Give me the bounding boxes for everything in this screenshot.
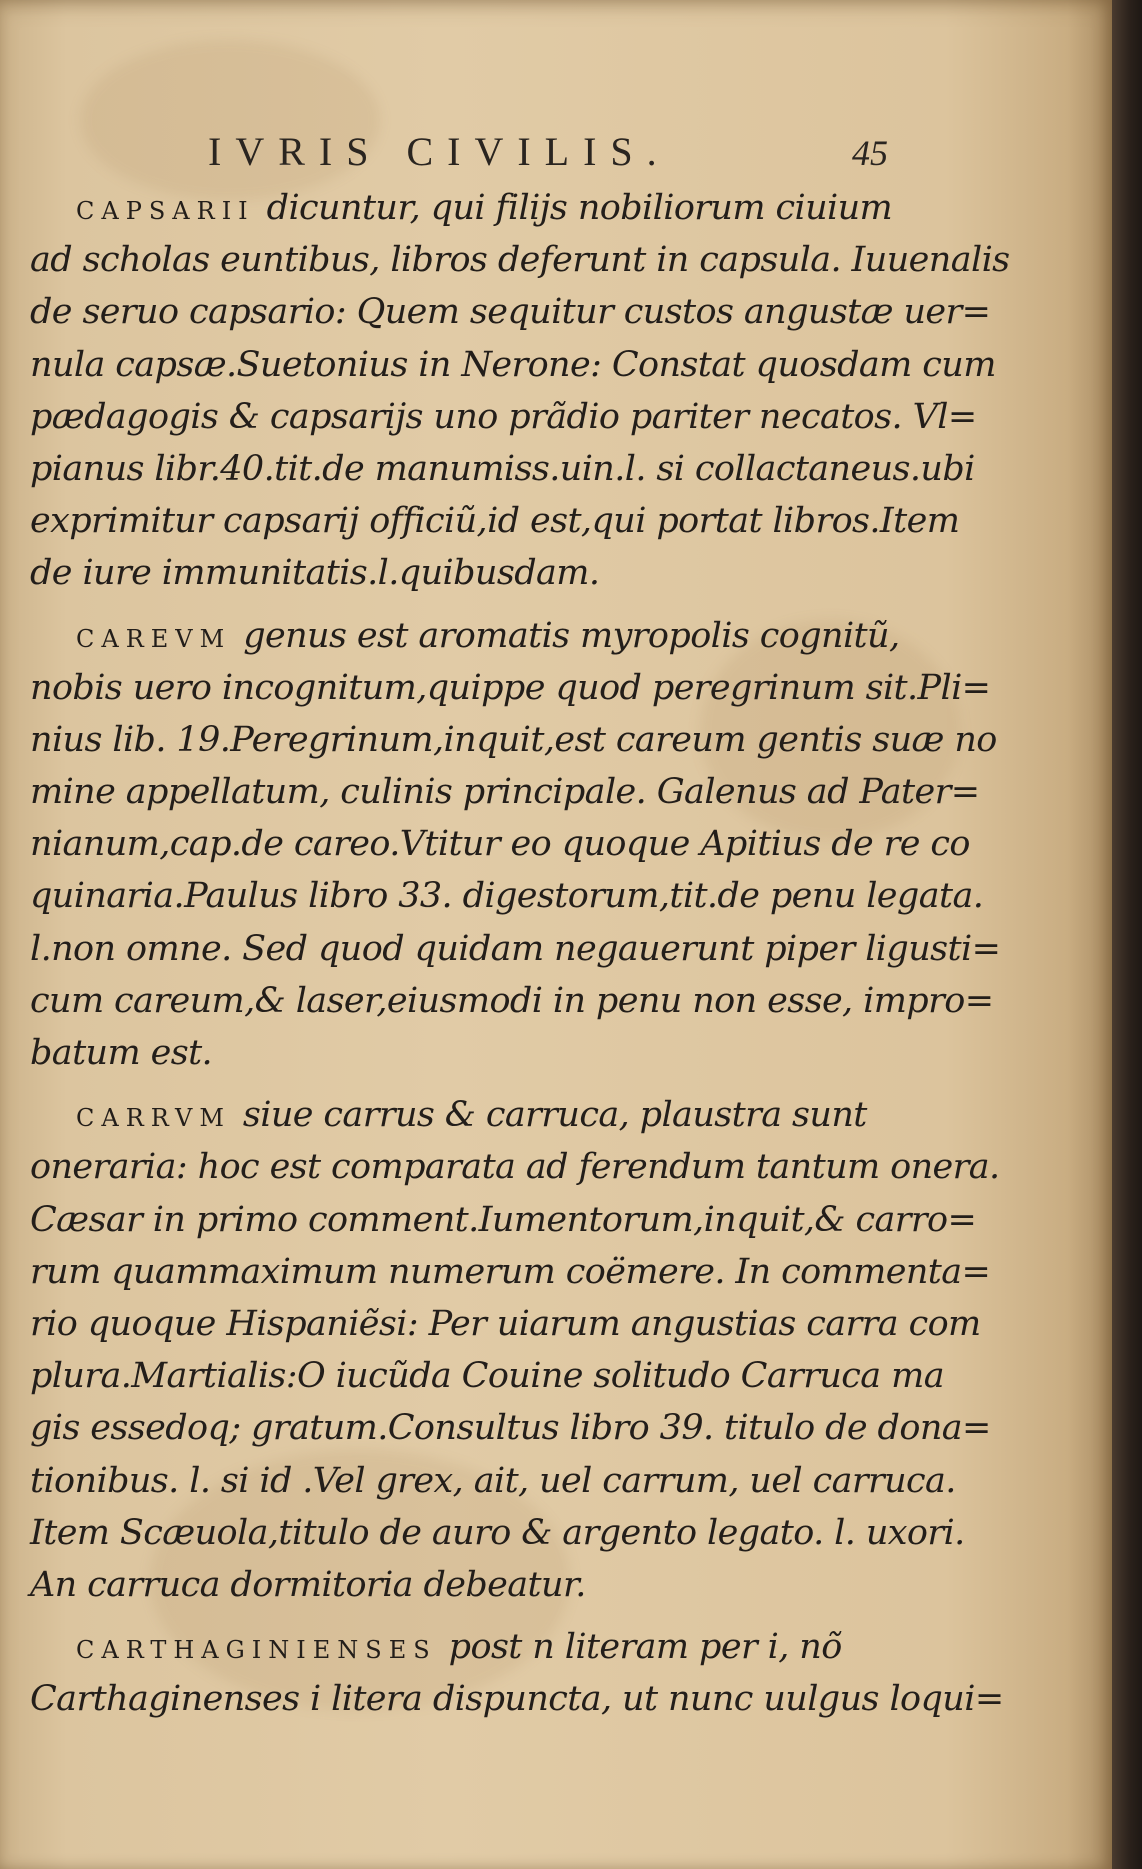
text-line: gis essedoq; gratum.Consultus libro 39. titulo de dona= [30, 1408, 991, 1449]
text-line: Cæsar in primo comment.Iumentorum,inquit,& carro= [30, 1199, 977, 1240]
page-text [30, 182, 1010, 1725]
text-line: nianum,cap.de careo.Vtitur eo quoque Apitius de re co [30, 824, 970, 865]
text-line: de iure immunitatis.l.quibusdam. [30, 553, 600, 594]
entry-lemma: CARRVM [76, 1104, 231, 1133]
text-line [30, 1621, 870, 1673]
text-line: oneraria: hoc est comparata ad ferendum tantum onera. [30, 1147, 1000, 1188]
entry-text: post n literam per i, nõ [448, 1627, 842, 1668]
text-line: nobis uero incognitum,quippe quod peregrinum sit.Pli= [30, 667, 991, 708]
page-edge-shadow [1112, 0, 1142, 1869]
entry-lemma: CAREVM [76, 624, 232, 653]
page-number: 45 [852, 133, 888, 173]
text-line: cum careum,& laser,eiusmodi in penu non esse, impro= [30, 980, 994, 1021]
text-line [30, 610, 900, 662]
text-line: An carruca dormitoria debeatur. [30, 1564, 586, 1605]
text-line: rum quammaximum numerum coëmere. In commenta= [30, 1251, 991, 1292]
text-line: l.non omne. Sed quod quidam negauerunt piper ligusti= [30, 928, 1001, 969]
paper-stain [80, 40, 380, 200]
text-line: ad scholas euntibus, libros deferunt in capsula. Iuuenalis [30, 240, 1010, 281]
text-line: exprimitur capsarij officiũ,id est,qui portat libros.Item [30, 501, 960, 542]
text-line: pædagogis & capsarijs uno prãdio pariter necatos. Vl= [30, 396, 977, 437]
text-line: quinaria.Paulus libro 33. digestorum,tit.de penu legata. [30, 876, 984, 917]
text-line [30, 182, 893, 234]
text-line: nius lib. 19.Peregrinum,inquit,est careum gentis suæ no [30, 719, 997, 760]
text-line: pianus libr.40.tit.de manumiss.uin.l. si collactaneus.ubi [30, 448, 975, 489]
page-header [208, 128, 888, 174]
text-line: nula capsæ.Suetonius in Nerone: Constat quosdam cum [30, 344, 996, 385]
text-line: batum est. [30, 1033, 213, 1073]
entry-text: siue carrus & carruca, plaustra sunt [242, 1095, 867, 1136]
text-line: Item Scæuola,titulo de auro & argento legato. l. uxori. [30, 1512, 965, 1553]
entry-text: genus est aromatis myropolis cognitũ, [243, 615, 900, 656]
text-line: rio quoque Hispaniẽsi: Per uiarum angustias carra com [30, 1303, 981, 1344]
text-line: mine appellatum, culinis principale. Galenus ad Pater= [30, 772, 980, 813]
running-title: IVRIS CIVILIS. [208, 129, 671, 174]
text-line: Carthaginenses i litera dispuncta, ut nunc uulgus loqui= [30, 1679, 1004, 1720]
entry-lemma: CARTHAGINIENSES [76, 1636, 437, 1665]
entry-text: dicuntur, qui filijs nobiliorum ciuium [266, 188, 893, 228]
text-line [30, 1089, 870, 1141]
entry-lemma: CAPSARII [76, 197, 255, 225]
text-line: de seruo capsario: Quem sequitur custos angustæ uer= [30, 292, 991, 333]
text-line: tionibus. l. si id .Vel grex, ait, uel carrum, uel carruca. [30, 1460, 956, 1501]
text-line: plura.Martialis:O iucũda Couine solitudo Carruca ma [30, 1356, 944, 1397]
